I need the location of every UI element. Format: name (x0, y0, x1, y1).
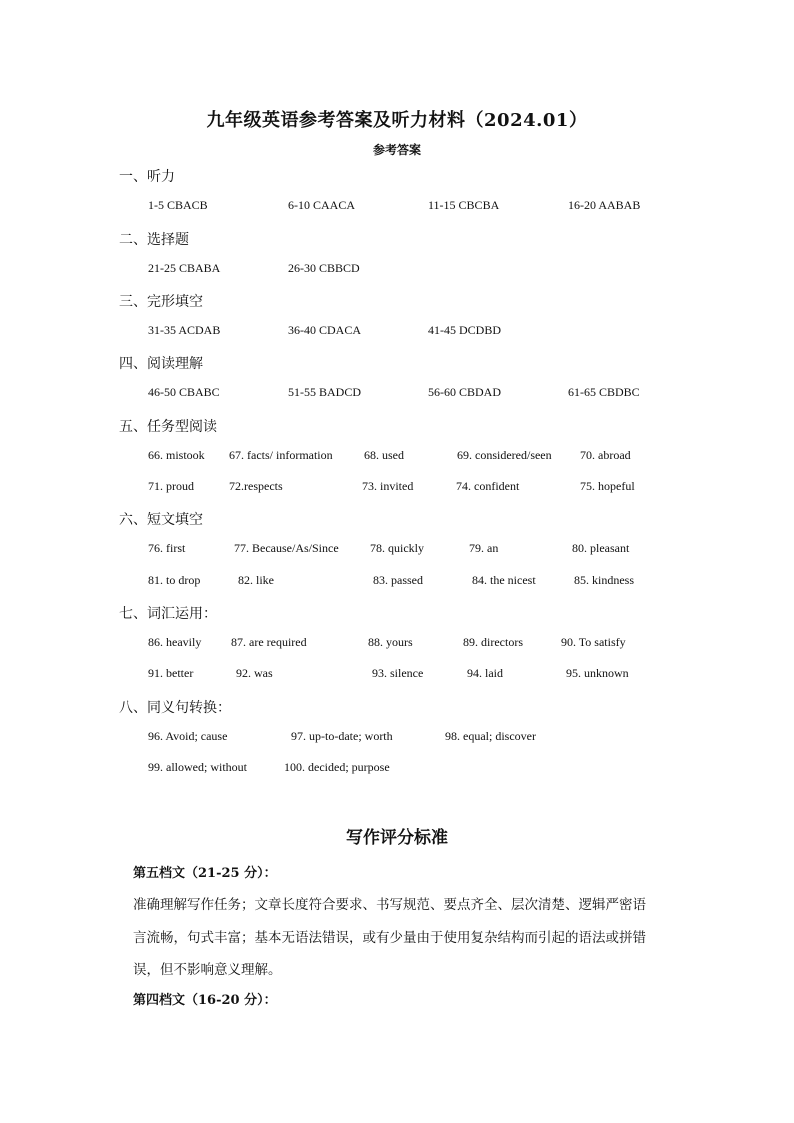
answer-item: 78. quickly (370, 541, 424, 555)
answer-item: 85. kindness (574, 573, 634, 587)
writing-criteria-title: 写作评分标准 (346, 828, 448, 848)
section-label-choice: 二、选择题 (119, 232, 189, 248)
answer-item: 82. like (238, 573, 274, 587)
section-label-cloze: 三、完形填空 (119, 294, 203, 310)
answer-item: 80. pleasant (572, 541, 630, 555)
section-label-listening: 一、听力 (119, 169, 175, 185)
answer-item: 6-10 CAACA (288, 198, 356, 212)
answer-item: 46-50 CBABC (148, 385, 220, 399)
section-label-sentence-transform: 八、同义句转换： (119, 700, 231, 716)
answer-item: 93. silence (372, 666, 424, 680)
level5-label: 第五档文（21-25 分）： (133, 866, 277, 881)
answer-item: 75. hopeful (580, 479, 635, 493)
page-subtitle: 参考答案 (372, 143, 421, 157)
answer-item: 72.respects (229, 479, 283, 493)
answer-item: 74. confident (456, 479, 520, 493)
answer-item: 69. considered/seen (457, 448, 552, 462)
answer-item: 98. equal; discover (445, 729, 536, 743)
level5-line: 准确理解写作任务；文章长度符合要求、书写规范、要点齐全、层次清楚、逻辑严密语 (133, 897, 646, 913)
answer-item: 94. laid (467, 666, 503, 680)
answer-item: 83. passed (373, 573, 423, 587)
section-label-reading: 四、阅读理解 (119, 356, 203, 372)
answer-item: 16-20 AABAB (568, 198, 641, 212)
answer-item: 70. abroad (580, 448, 631, 462)
answer-item: 36-40 CDACA (288, 323, 362, 337)
answer-item: 61-65 CBDBC (568, 385, 640, 399)
answer-item: 21-25 CBABA (148, 261, 221, 275)
section-label-vocabulary: 七、词汇运用： (119, 606, 217, 622)
answer-item: 81. to drop (148, 573, 201, 587)
answer-item: 86. heavily (148, 635, 202, 649)
page-title: 九年级英语参考答案及听力材料（2024.01） (206, 110, 588, 131)
answer-item: 99. allowed; without (148, 760, 247, 774)
level5-line: 言流畅，句式丰富；基本无语法错误，或有少量由于使用复杂结构而引起的语法或拼错 (133, 930, 646, 946)
answer-item: 89. directors (463, 635, 523, 649)
answer-item: 79. an (469, 541, 499, 555)
answer-item: 96. Avoid; cause (148, 729, 228, 743)
answer-item: 51-55 BADCD (288, 385, 362, 399)
answer-item: 77. Because/As/Since (234, 541, 339, 555)
answer-item: 11-15 CBCBA (428, 198, 500, 212)
answer-item: 68. used (364, 448, 404, 462)
answer-item: 92. was (236, 666, 273, 680)
answer-item: 84. the nicest (472, 573, 536, 587)
level4-label: 第四档文（16-20 分）： (133, 993, 277, 1008)
answer-item: 87. are required (231, 635, 307, 649)
section-label-task-reading: 五、任务型阅读 (119, 419, 217, 435)
level5-line: 误，但不影响意义理解。 (133, 962, 282, 978)
answer-item: 26-30 CBBCD (288, 261, 360, 275)
answer-item: 90. To satisfy (561, 635, 626, 649)
answer-item: 97. up-to-date; worth (291, 729, 393, 743)
answer-item: 71. proud (148, 479, 194, 493)
section-label-passage-fill: 六、短文填空 (119, 512, 203, 528)
answer-item: 66. mistook (148, 448, 205, 462)
answer-item: 100. decided; purpose (284, 760, 390, 774)
answer-item: 88. yours (368, 635, 413, 649)
answer-item: 31-35 ACDAB (148, 323, 221, 337)
answer-item: 73. invited (362, 479, 414, 493)
answer-item: 56-60 CBDAD (428, 385, 502, 399)
answer-item: 1-5 CBACB (148, 198, 208, 212)
answer-item: 91. better (148, 666, 194, 680)
answer-item: 67. facts/ information (229, 448, 333, 462)
answer-item: 76. first (148, 541, 186, 555)
answer-item: 41-45 DCDBD (428, 323, 502, 337)
answer-item: 95. unknown (566, 666, 629, 680)
